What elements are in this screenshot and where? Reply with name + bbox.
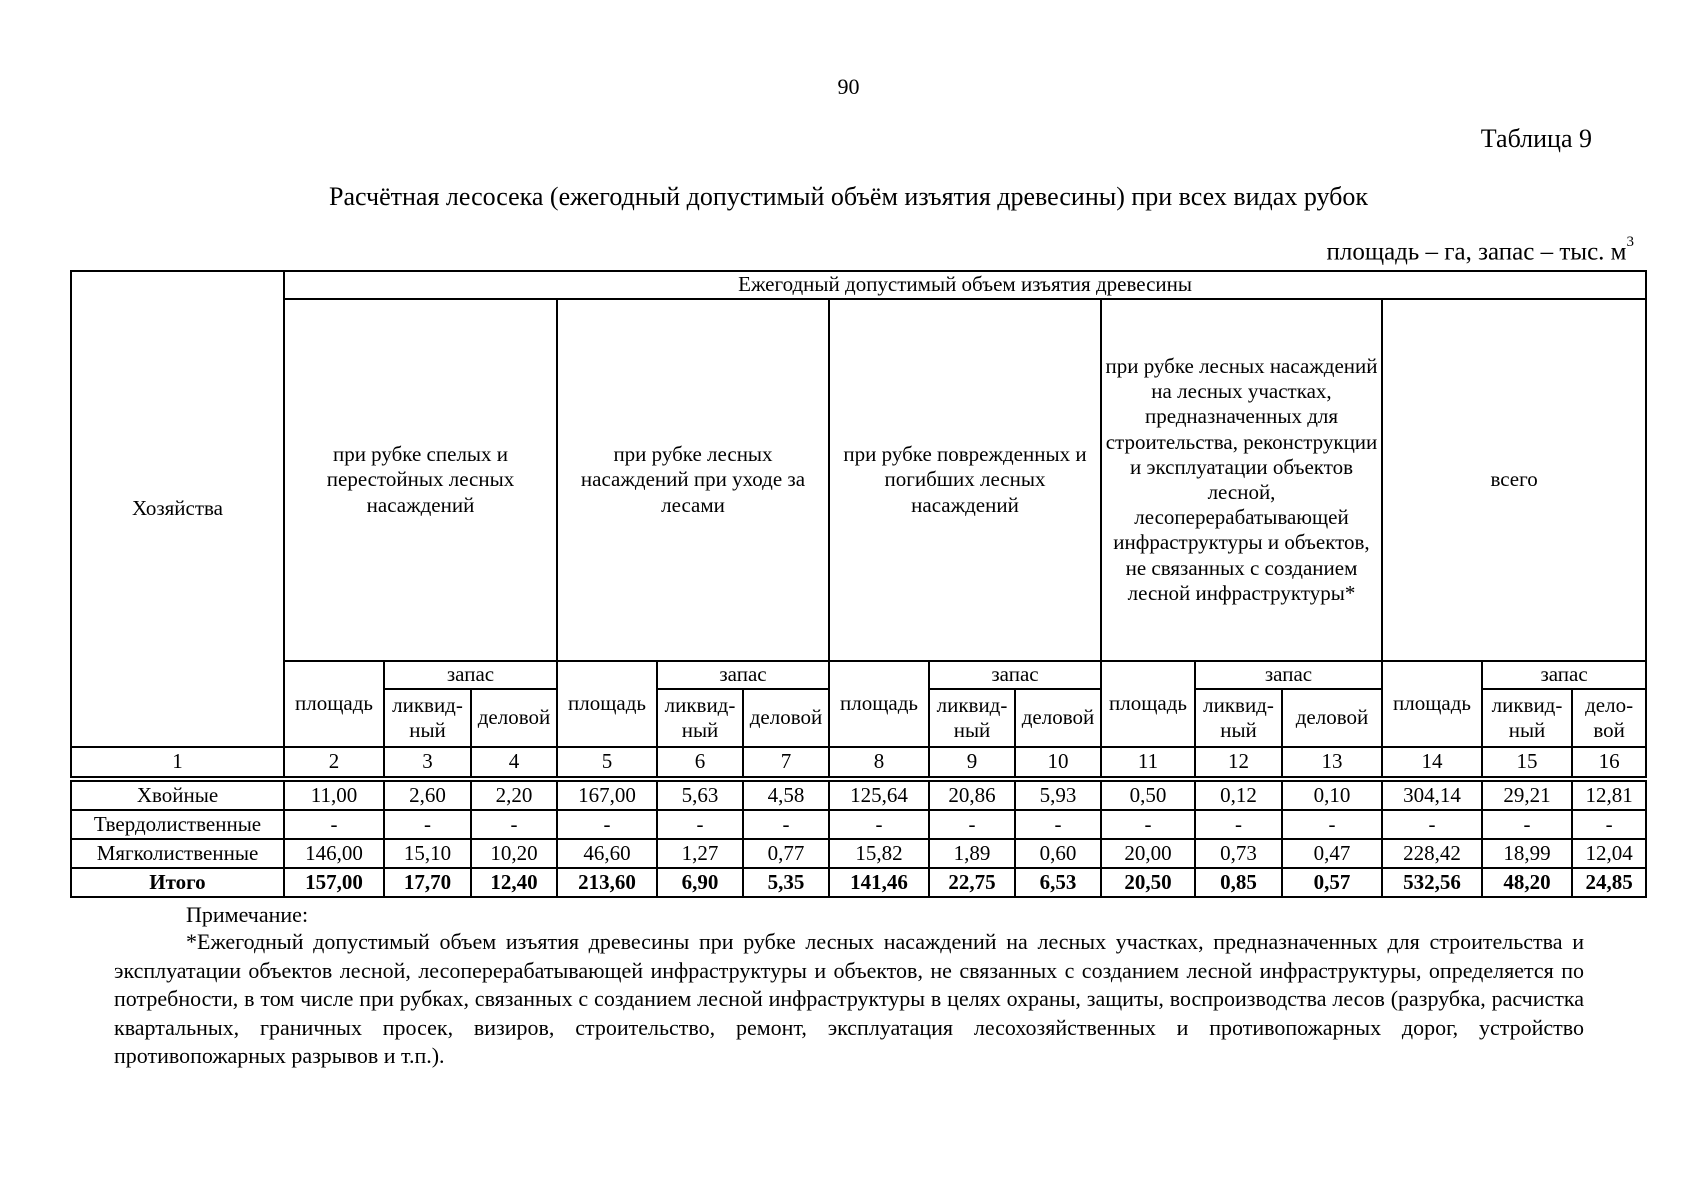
header-farms: Хозяйства bbox=[71, 271, 284, 747]
table-cell: 10,20 bbox=[471, 839, 557, 868]
table-cell: 1,89 bbox=[929, 839, 1015, 868]
column-number: 2 bbox=[284, 747, 384, 779]
table-label: Таблица 9 bbox=[1480, 124, 1592, 153]
table-cell: - bbox=[929, 810, 1015, 839]
header-liquid: ликвид-ный bbox=[384, 689, 471, 747]
column-number: 10 bbox=[1015, 747, 1101, 779]
table-title: Расчётная лесосека (ежегодный допустимый объём изъятия древесины) при всех видах рубок bbox=[329, 182, 1368, 211]
units-superscript: 3 bbox=[1626, 234, 1634, 250]
header-commercial: деловой bbox=[1282, 689, 1382, 747]
header-group: Ежегодный допустимый объем изъятия древесины bbox=[284, 271, 1646, 299]
header-commercial: деловой bbox=[743, 689, 829, 747]
header-area: площадь bbox=[829, 661, 929, 747]
table-cell: 11,00 bbox=[284, 779, 384, 810]
table-cell: 20,00 bbox=[1101, 839, 1195, 868]
header-zapas: запас bbox=[929, 661, 1101, 689]
table-cell: 1,27 bbox=[657, 839, 743, 868]
table-cell: 0,60 bbox=[1015, 839, 1101, 868]
note-text: *Ежегодный допустимый объем изъятия древесины при рубке лесных насаждений на лесных участках, предназначенных для строительства и эксплуатации объектов лесной, лесоперерабатывающей инфраструктуры и объектов, не связанных с созданием лесной инфраструктуры, определяется по потребности, в том числе при рубках, связанных с созданием лесной инфраструктуры в целях охраны, защиты, воспроизводства лесов (разрубка, расчистка квартальных, граничных просек, визиров, строительство, ремонт, эксплуатация лесохозяйственных и противопожарных дорог, устройство противопожарных разрывов и т.п.). bbox=[114, 929, 1584, 1068]
header-category-construction: при рубке лесных насаждений на лесных участках, предназначенных для строительства, реконструкции и эксплуатации объектов лесной, лесоперерабатывающей инфраструктуры и объектов, не связанных с созданием лесной инфраструктуры* bbox=[1101, 299, 1382, 661]
row-label: Мягколиственные bbox=[71, 839, 284, 868]
header-commercial: деловой bbox=[471, 689, 557, 747]
table-row bbox=[71, 779, 1646, 810]
page-number: 90 bbox=[837, 74, 860, 99]
header-commercial: деловой bbox=[1015, 689, 1101, 747]
column-number: 3 bbox=[384, 747, 471, 779]
units-label bbox=[1326, 234, 1634, 266]
header-liquid: ликвид-ный bbox=[929, 689, 1015, 747]
column-number: 5 bbox=[557, 747, 657, 779]
table-cell: 15,10 bbox=[384, 839, 471, 868]
header-commercial: дело-вой bbox=[1572, 689, 1646, 747]
column-number: 1 bbox=[71, 747, 284, 779]
table-cell: 2,20 bbox=[471, 779, 557, 810]
table-cell: 304,14 bbox=[1382, 779, 1482, 810]
table-cell: - bbox=[1282, 810, 1382, 839]
table-cell: - bbox=[1382, 810, 1482, 839]
table-row bbox=[71, 868, 1646, 897]
table-cell: 18,99 bbox=[1482, 839, 1572, 868]
table-cell: - bbox=[471, 810, 557, 839]
table-cell: 48,20 bbox=[1482, 868, 1572, 897]
table-row bbox=[71, 839, 1646, 868]
header-zapas: запас bbox=[384, 661, 557, 689]
table-cell: 167,00 bbox=[557, 779, 657, 810]
column-number: 13 bbox=[1282, 747, 1382, 779]
table-cell: 5,63 bbox=[657, 779, 743, 810]
header-liquid: ликвид-ный bbox=[1195, 689, 1282, 747]
header-zapas: запас bbox=[657, 661, 829, 689]
table-cell: 24,85 bbox=[1572, 868, 1646, 897]
table-cell: 0,47 bbox=[1282, 839, 1382, 868]
header-category-damaged: при рубке поврежденных и погибших лесных насаждений bbox=[829, 299, 1101, 661]
table-cell: 20,50 bbox=[1101, 868, 1195, 897]
table-cell: - bbox=[1101, 810, 1195, 839]
table-cell: 0,12 bbox=[1195, 779, 1282, 810]
table-cell: - bbox=[384, 810, 471, 839]
header-area: площадь bbox=[557, 661, 657, 747]
header-zapas: запас bbox=[1195, 661, 1382, 689]
column-number: 11 bbox=[1101, 747, 1195, 779]
table-cell: 6,53 bbox=[1015, 868, 1101, 897]
table-cell: - bbox=[1195, 810, 1282, 839]
table-cell: 228,42 bbox=[1382, 839, 1482, 868]
table-cell: - bbox=[1482, 810, 1572, 839]
column-number: 16 bbox=[1572, 747, 1646, 779]
column-number: 12 bbox=[1195, 747, 1282, 779]
table-cell: - bbox=[284, 810, 384, 839]
table-cell: 157,00 bbox=[284, 868, 384, 897]
table-cell: 22,75 bbox=[929, 868, 1015, 897]
table-cell: 6,90 bbox=[657, 868, 743, 897]
column-number: 15 bbox=[1482, 747, 1572, 779]
table-cell: 5,35 bbox=[743, 868, 829, 897]
table-cell: 2,60 bbox=[384, 779, 471, 810]
note-title: Примечание: bbox=[186, 902, 309, 927]
table-cell: 12,40 bbox=[471, 868, 557, 897]
table-cell: 141,46 bbox=[829, 868, 929, 897]
column-number: 8 bbox=[829, 747, 929, 779]
row-label: Хвойные bbox=[71, 779, 284, 810]
header-category-care: при рубке лесных насаждений при уходе за лесами bbox=[557, 299, 829, 661]
table-cell: 29,21 bbox=[1482, 779, 1572, 810]
table-cell: 532,56 bbox=[1382, 868, 1482, 897]
table-cell: 12,81 bbox=[1572, 779, 1646, 810]
header-area: площадь bbox=[1101, 661, 1195, 747]
column-numbers-row bbox=[71, 747, 1646, 779]
row-label: Итого bbox=[71, 868, 284, 897]
table-row bbox=[71, 810, 1646, 839]
table-cell: 12,04 bbox=[1572, 839, 1646, 868]
column-number: 14 bbox=[1382, 747, 1482, 779]
header-area: площадь bbox=[1382, 661, 1482, 747]
table-cell: - bbox=[829, 810, 929, 839]
header-category-total: всего bbox=[1382, 299, 1646, 661]
table-cell: 15,82 bbox=[829, 839, 929, 868]
table-cell: 17,70 bbox=[384, 868, 471, 897]
header-area: площадь bbox=[284, 661, 384, 747]
table-cell: 0,10 bbox=[1282, 779, 1382, 810]
column-number: 6 bbox=[657, 747, 743, 779]
column-number: 9 bbox=[929, 747, 1015, 779]
table-cell: 213,60 bbox=[557, 868, 657, 897]
table-cell: 4,58 bbox=[743, 779, 829, 810]
column-number: 7 bbox=[743, 747, 829, 779]
table-cell: - bbox=[557, 810, 657, 839]
table-cell: 20,86 bbox=[929, 779, 1015, 810]
table-cell: 0,50 bbox=[1101, 779, 1195, 810]
table-cell: 0,57 bbox=[1282, 868, 1382, 897]
column-number: 4 bbox=[471, 747, 557, 779]
header-category-mature: при рубке спелых и перестойных лесных насаждений bbox=[284, 299, 557, 661]
units-text: площадь – га, запас – тыс. м bbox=[1326, 238, 1627, 266]
table-cell: 46,60 bbox=[557, 839, 657, 868]
table-cell: 0,73 bbox=[1195, 839, 1282, 868]
table-cell: - bbox=[1572, 810, 1646, 839]
row-label: Твердолиственные bbox=[71, 810, 284, 839]
table-cell: 125,64 bbox=[829, 779, 929, 810]
table-cell: 0,77 bbox=[743, 839, 829, 868]
table-cell: 5,93 bbox=[1015, 779, 1101, 810]
table-cell: 0,85 bbox=[1195, 868, 1282, 897]
data-table bbox=[70, 270, 1647, 898]
header-zapas: запас bbox=[1482, 661, 1646, 689]
table-cell: - bbox=[743, 810, 829, 839]
table-cell: - bbox=[1015, 810, 1101, 839]
header-liquid: ликвид-ный bbox=[657, 689, 743, 747]
table-cell: - bbox=[657, 810, 743, 839]
header-liquid: ликвид-ный bbox=[1482, 689, 1572, 747]
table-cell: 146,00 bbox=[284, 839, 384, 868]
